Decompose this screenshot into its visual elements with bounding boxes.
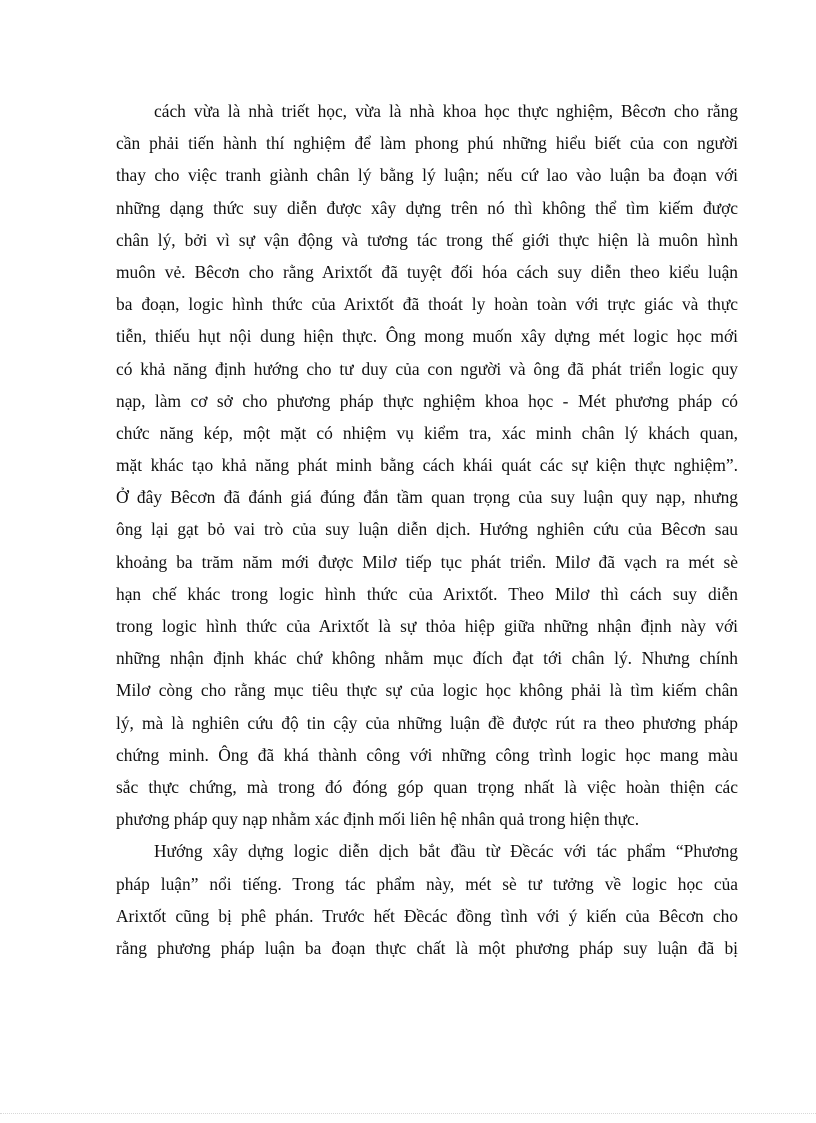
text-line: pháp luận” nổi tiếng. Trong tác phẩm này, mét sè tư tưởng về logic học của xyxy=(116,873,738,894)
text-line: Ở đây Bêcơn đã đánh giá đúng đắn tầm quan trọng của suy luận quy nạp, nhưng xyxy=(116,487,738,508)
text-line: chức năng kép, một mặt có nhiệm vụ kiểm tra, xác minh chân lý khách quan, xyxy=(116,422,738,443)
text-line: mặt khác tạo khả năng phát minh bằng cách khái quát các sự kiện thực nghiệm”. xyxy=(116,455,738,476)
text-line: những nhận định khác chứ không nhằm mục đích đạt tới chân lý. Nhưng chính xyxy=(116,648,738,669)
text-line: sắc thực chứng, mà trong đó đóng góp quan trọng nhất là việc hoàn thiện các xyxy=(116,776,738,797)
text-line: rằng phương pháp luận ba đoạn thực chất là một phương pháp suy luận đã bị xyxy=(116,937,738,958)
text-line: ba đoạn, logic hình thức của Arixtốt đã thoát ly hoàn toàn với trực giác và thực xyxy=(116,294,738,315)
text-line: phương pháp quy nạp nhằm xác định mối liên hệ nhân quả trong hiện thực. xyxy=(116,809,640,830)
text-line: Milơ còng cho rằng mục tiêu thực sự của logic học không phải là tìm kiếm chân xyxy=(116,680,738,701)
text-line: Hướng xây dựng logic diễn dịch bắt đầu từ Đềcác với tác phẩm “Phương xyxy=(154,841,738,862)
text-line: cách vừa là nhà triết học, vừa là nhà khoa học thực nghiệm, Bêcơn cho rằng xyxy=(154,101,738,121)
text-line: muôn vẻ. Bêcơn cho rằng Arixtốt đã tuyệt đối hóa cách suy diễn theo kiểu luận xyxy=(116,261,738,282)
text-line: thay cho việc tranh giành chân lý bằng lý luận; nếu cứ lao vào luận ba đoạn với xyxy=(116,165,738,186)
paragraph-2 xyxy=(116,835,738,964)
page-bottom-rule xyxy=(0,1113,816,1114)
body-text xyxy=(116,95,738,964)
text-line: lý, mà là nghiên cứu độ tin cậy của những luận đề được rút ra theo phương pháp xyxy=(116,712,738,733)
text-line: trong logic hình thức của Arixtốt là sự thỏa hiệp giữa những nhận định này với xyxy=(116,616,738,636)
text-line: ông lại gạt bỏ vai trò của suy luận diễn dịch. Hướng nghiên cứu của Bêcơn sau xyxy=(116,519,738,540)
text-line: chân lý, bởi vì sự vận động và tương tác trong thế giới thực hiện là muôn hình xyxy=(116,229,738,250)
text-line: chứng minh. Ông đã khá thành công với những công trình logic học mang màu xyxy=(116,744,738,765)
text-line: tiễn, thiếu hụt nội dung hiện thực. Ông mong muốn xây dựng mét logic học mới xyxy=(116,326,738,347)
text-line: hạn chế khác trong logic hình thức của Arixtốt. Theo Milơ thì cách suy diễn xyxy=(116,583,738,604)
text-line: khoảng ba trăm năm mới được Milơ tiếp tục phát triển. Milơ đã vạch ra mét sè xyxy=(116,551,738,572)
text-line: cần phải tiến hành thí nghiệm để làm phong phú những hiểu biết của con người xyxy=(116,133,738,154)
text-line: những dạng thức suy diễn được xây dựng trên nó thì không thể tìm kiếm được xyxy=(116,197,738,218)
text-line: Arixtốt cũng bị phê phán. Trước hết Đềcác đồng tình với ý kiến của Bêcơn cho xyxy=(116,905,738,926)
text-line: nạp, làm cơ sở cho phương pháp thực nghiệm khoa học - Mét phương pháp có xyxy=(116,390,738,411)
text-line: có khả năng định hướng cho tư duy của con người và ông đã phát triển logic quy xyxy=(116,358,738,379)
paragraph-1 xyxy=(116,95,738,835)
